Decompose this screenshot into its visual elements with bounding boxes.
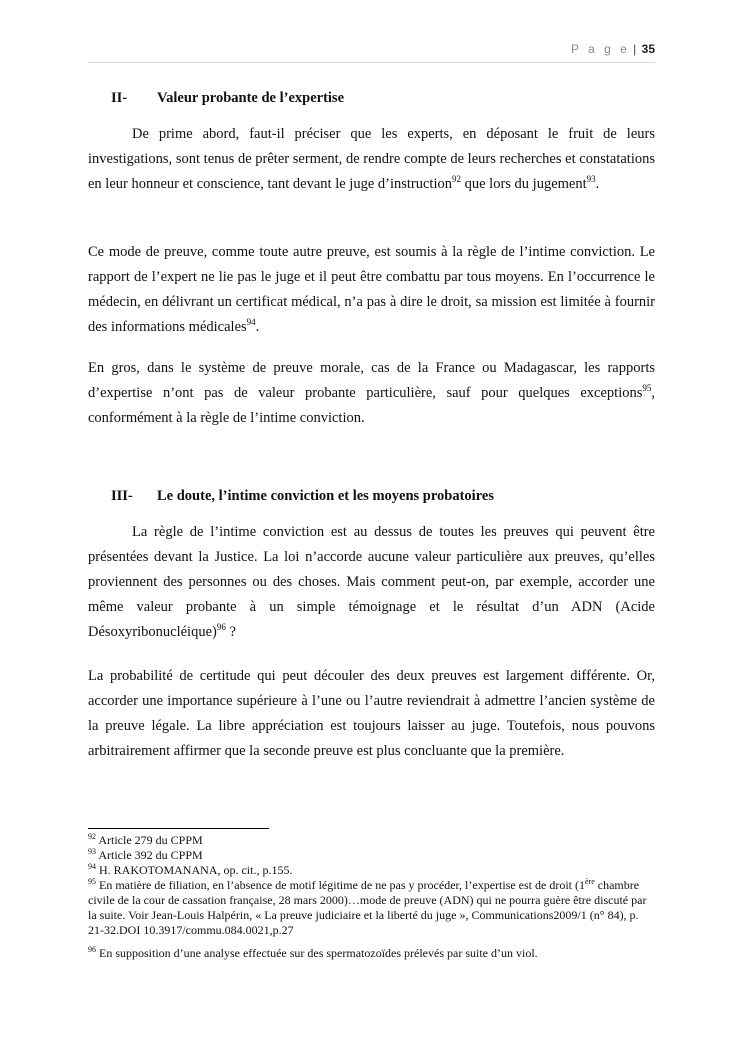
section-heading-ii	[111, 90, 344, 107]
footnote-text: En matière de filiation, en l’absence de motif légitime de ne pas y procéder, l’expertise est de droit (1	[96, 878, 585, 892]
footnote-ref: 92	[451, 174, 461, 184]
section-heading-iii	[111, 488, 494, 505]
footnote	[88, 878, 655, 938]
paragraph-text: .	[255, 319, 260, 335]
footnote	[88, 848, 655, 863]
paragraph-text: En gros, dans le système de preuve morale, cas de la France ou Madagascar, les rapports d’expertise n’ont pas de valeur probante particulière, sauf pour quelques exceptions	[88, 360, 655, 401]
footnote-number: 96	[88, 945, 96, 954]
footnote-text: Article 279 du CPPM	[96, 833, 203, 847]
paragraph-text: que lors du jugement	[460, 176, 587, 192]
section-number: II-	[111, 90, 128, 106]
paragraph	[88, 122, 655, 197]
paragraph-text: Ce mode de preuve, comme toute autre preuve, est soumis à la règle de l’intime conviction. Le rapport de l’expert ne lie pas le juge et il peut être combattu par tous moyens. En l’occurrence le médecin, en délivrant un certificat médical, n’a pas à dire le droit, sa mission est limitée à fournir des informations médicales	[88, 244, 655, 335]
footnote	[88, 946, 655, 961]
page-label: P a g e	[571, 42, 630, 56]
footnote-number: 92	[88, 832, 96, 841]
footnote-text: H. RAKOTOMANANA, op. cit., p.155.	[96, 863, 293, 877]
paragraph	[88, 520, 655, 645]
footnote-ref: 93	[586, 174, 596, 184]
section-title: Le doute, l’intime conviction et les moyens probatoires	[157, 488, 494, 504]
paragraph	[88, 240, 655, 340]
page-number: 35	[641, 42, 655, 56]
footnote-ref: 95	[642, 383, 652, 393]
footnote-ref: 94	[246, 317, 256, 327]
paragraph: La probabilité de certitude qui peut découler des deux preuves est largement différente. Or, accorder une importance supérieure à l’une ou l’autre reviendrait à admettre l’ancien système de la preuve légale. La libre appréciation est toujours laisser au juge. Toutefois, nous pouvons arbitrairement affirmer que la seconde preuve est plus concluante que la première.	[88, 668, 655, 759]
footnote-ref: 96	[216, 622, 226, 632]
footnote-number: 95	[88, 877, 96, 886]
paragraph-text: .	[595, 176, 600, 192]
paragraph-text: De prime abord, faut-il préciser que les experts, en déposant le fruit de leurs investigations, sont tenus de prêter serment, de rendre compte de leurs recherches et constatations en leur honneur et conscience, tant devant le juge d’instruction	[88, 126, 655, 192]
header-separator: |	[633, 42, 637, 56]
footnotes	[88, 833, 655, 961]
footnote-text: Article 392 du CPPM	[96, 848, 203, 862]
ordinal-superscript: ère	[585, 877, 595, 886]
paragraph-text: La règle de l’intime conviction est au dessus de toutes les preuves qui peuvent être présentées devant la Justice. La loi n’accorde aucune valeur particulière aux preuves, qu’elles proviennent des personnes ou des choses. Mais comment peut-on, par exemple, accorder une même valeur probante à un simple témoignage et le résultat d’un ADN (Acide Désoxyribonucléique)	[88, 524, 655, 640]
page-header	[88, 42, 655, 63]
section-title: Valeur probante de l’expertise	[157, 90, 345, 106]
footnote	[88, 833, 655, 848]
footnote-number: 94	[88, 862, 96, 871]
paragraph	[88, 356, 655, 431]
footnote-number: 93	[88, 847, 96, 856]
paragraph-text: ?	[225, 624, 236, 640]
section-number: III-	[111, 488, 133, 504]
footnote-text: En supposition d’une analyse effectuée sur des spermatozoïdes prélevés par suite d’un viol.	[96, 946, 538, 960]
footnote-text: chambre civile de la cour de cassation française, 28 mars 2000)…mode de preuve (ADN) qui ne pourra guère être discuté par la suite. Voir Jean-Louis Halpérin, « La preuve judiciaire et la liberté du juge », Communications2009/1 (n° 84), p. 21-32.DOI 10.3917/commu.084.0021,p.27	[88, 878, 647, 937]
paragraph-text: , conformément à la règle de l’intime conviction.	[88, 385, 655, 426]
footnote	[88, 863, 655, 878]
footnote-separator	[88, 828, 269, 829]
